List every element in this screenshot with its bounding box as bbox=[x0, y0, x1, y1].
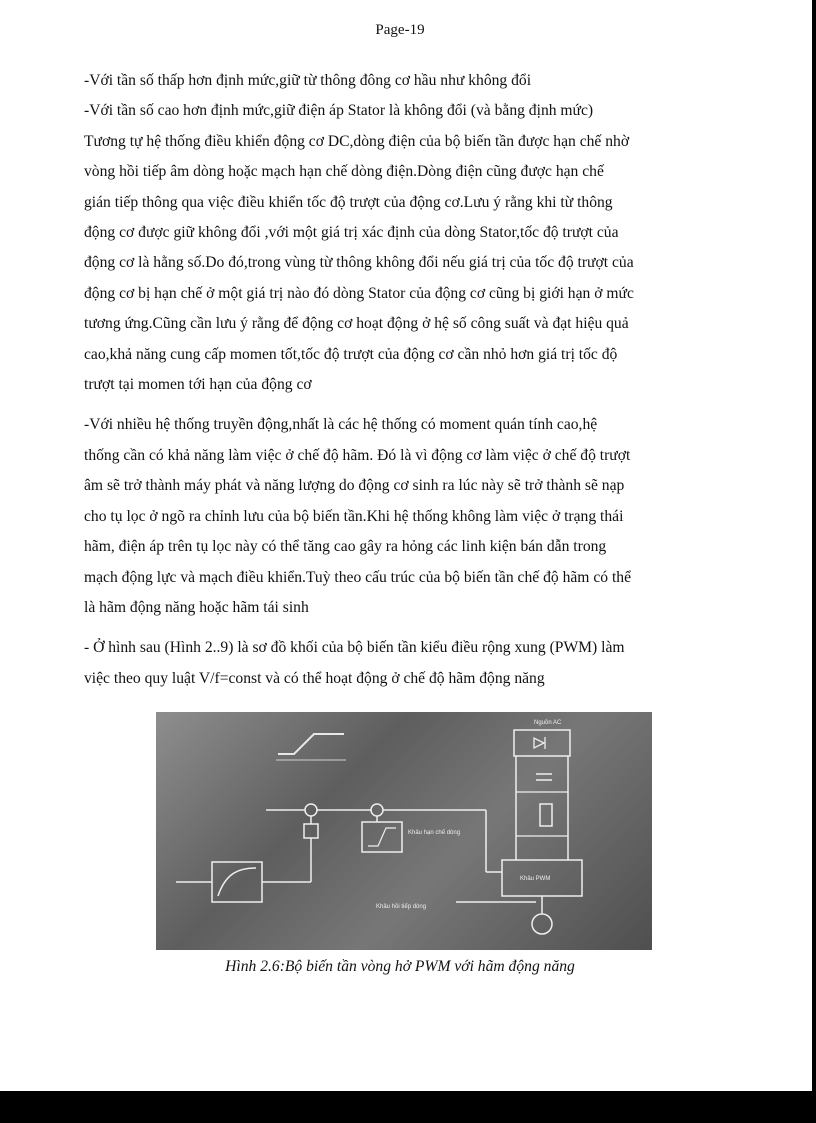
pwm-inverter-diagram bbox=[156, 712, 652, 950]
ramp-reference-curve bbox=[278, 734, 344, 754]
current-limit-label: Khâu hạn chế dòng bbox=[408, 830, 461, 836]
vf-curve bbox=[218, 868, 256, 896]
feedback-label: Khâu hồi tiếp dòng bbox=[376, 904, 427, 910]
text-line: gián tiếp thông qua việc điều khiển tốc độ trượt của động cơ.Lưu ý rằng khi từ thông bbox=[84, 193, 613, 211]
text-line: vòng hồi tiếp âm dòng hoặc mạch hạn chế dòng điện.Dòng điện cũng được hạn chế bbox=[84, 163, 604, 181]
text-line: hãm, điện áp trên tụ lọc này có thể tăng cao gây ra hỏng các linh kiện bán dẫn trong bbox=[84, 538, 607, 556]
text-line: tương ứng.Cũng cần lưu ý rằng để động cơ hoạt động ở hệ số công suất và đạt hiệu quả bbox=[84, 315, 629, 333]
pwm-label: Khâu PWM bbox=[520, 876, 551, 882]
text-line: âm sẽ trở thành máy phát và năng lượng do động cơ sinh ra lúc này sẽ trở thành sẽ nạp bbox=[84, 477, 625, 495]
scan-border-bottom bbox=[0, 1091, 816, 1123]
text-line: -Với tần số thấp hơn định mức,giữ từ thông đông cơ hầu như không đổi bbox=[84, 72, 532, 89]
scan-border-right bbox=[812, 0, 816, 1123]
figure-caption: Hình 2.6:Bộ biến tần vòng hở PWM với hãm động năng bbox=[225, 958, 575, 975]
summing-junction-2 bbox=[371, 804, 383, 816]
text-line: là hãm động năng hoặc hãm tái sinh bbox=[84, 598, 309, 616]
limiter-curve bbox=[368, 828, 396, 846]
text-line: động cơ là hằng số.Do đó,trong vùng từ thông không đổi nếu giá trị của tốc độ trượt của bbox=[84, 254, 634, 272]
motor-icon bbox=[532, 914, 552, 934]
source-label: Nguồn AC bbox=[534, 720, 562, 726]
text-line: động cơ được giữ không đổi ,với một giá trị xác định của dòng Stator,tốc độ trượt của bbox=[84, 224, 619, 242]
text-line: Tương tự hệ thống điều khiển động cơ DC,dòng điện của bộ biến tần được hạn chế nhờ bbox=[84, 132, 630, 150]
text-line: động cơ bị hạn chế ở một giá trị nào đó dòng Stator của động cơ cũng bị giới hạn ở mức bbox=[84, 284, 634, 302]
text-line: trượt tại momen tới hạn của động cơ bbox=[84, 376, 312, 394]
body-text bbox=[84, 66, 722, 694]
paragraph-2 bbox=[84, 410, 722, 623]
paragraph-1 bbox=[84, 66, 722, 400]
multiplier-block bbox=[304, 824, 318, 838]
page-number: Page-19 bbox=[375, 22, 425, 38]
paragraph-3 bbox=[84, 633, 722, 694]
text-line: mạch động lực và mạch điều khiển.Tuỳ theo cấu trúc của bộ biến tần chế độ hãm có thể bbox=[84, 568, 631, 586]
text-line: -Với nhiều hệ thống truyền động,nhất là các hệ thống có moment quán tính cao,hệ bbox=[84, 416, 598, 434]
diode-icon bbox=[534, 738, 544, 748]
text-line: cho tụ lọc ở ngõ ra chỉnh lưu của bộ biến tần.Khi hệ thống không làm việc ở trạng thái bbox=[84, 507, 624, 525]
text-line: - Ở hình sau (Hình 2..9) là sơ đồ khối của bộ biến tần kiểu điều rộng xung (PWM) làm bbox=[84, 639, 625, 657]
text-line: -Với tần số cao hơn định mức,giữ điện áp Stator là không đổi (và bằng định mức) bbox=[84, 102, 594, 120]
text-line: việc theo quy luật V/f=const và có thể hoạt động ở chế độ hãm động năng bbox=[84, 669, 545, 687]
text-line: cao,khả năng cung cấp momen tốt,tốc độ trượt của động cơ cần nhỏ hơn giá trị tốc độ bbox=[84, 345, 618, 363]
text-line: thống cần có khả năng làm việc ở chế độ hãm. Đó là vì động cơ làm việc ở chế độ trượt bbox=[84, 446, 631, 464]
rectifier-block bbox=[514, 730, 570, 756]
diagram-drawing bbox=[156, 712, 652, 950]
braking-resistor bbox=[540, 804, 552, 826]
summing-junction-1 bbox=[305, 804, 317, 816]
